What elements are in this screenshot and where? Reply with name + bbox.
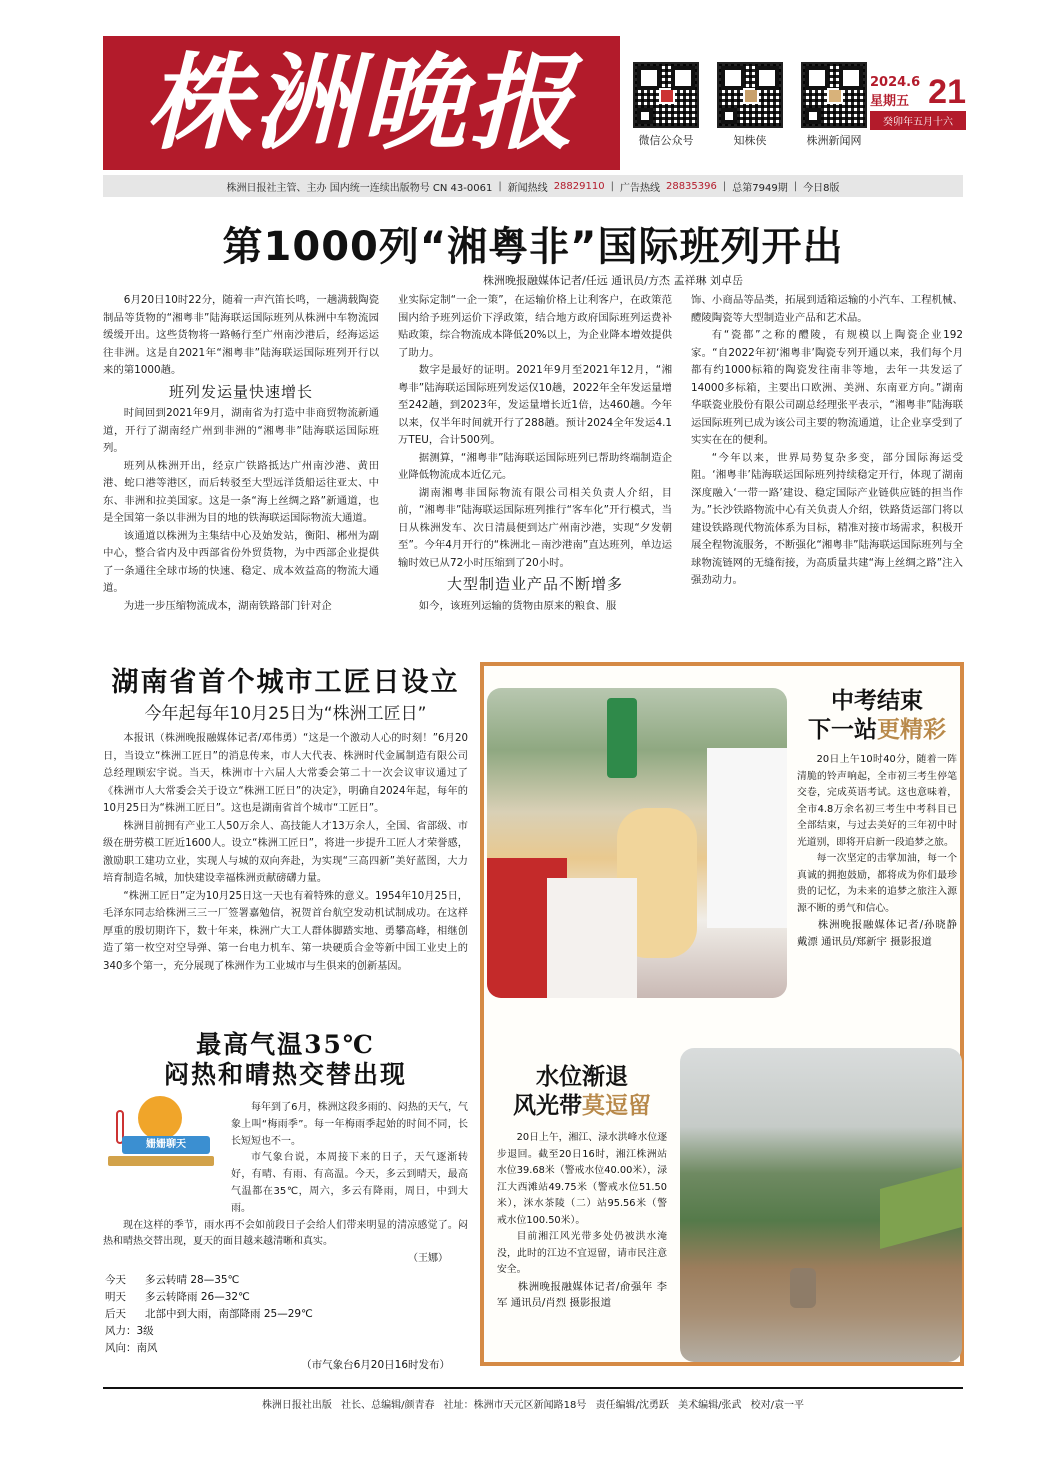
qr-wechat[interactable] xyxy=(626,62,706,148)
ad-hotline-label: 广告热线 xyxy=(619,182,660,194)
date-year-month: 2024.6 xyxy=(870,75,921,90)
person-crouching xyxy=(790,1268,816,1308)
exam-feature xyxy=(797,686,957,950)
paragraph: 时间回到2021年9月，湖南省为打造中非商贸物流新通道，开行了湖南经广州到非洲的“湘粤非”陆海联运国际班列。 xyxy=(103,407,379,454)
qr-codes xyxy=(626,62,874,148)
exam-title: 中考结束 下一站更精彩 xyxy=(808,687,946,743)
forecast-row: 风向：南风 xyxy=(105,1342,158,1354)
paragraph: 该通道以株洲为主集结中心及始发站，衡阳、郴州为副中心，整合省内及中西部省份外贸货物，为中西部企业提供了一条通往全球市场的快速、稳定、成本效益高的物流大通道。 xyxy=(103,529,379,594)
forecast-row: 明天 多云转降雨 26—32℃ xyxy=(105,1291,250,1303)
paragraph: 有“瓷都”之称的醴陵，有规模以上陶瓷企业192家。“自2022年初‘湘粤非’陶瓷专列开通以来，我们每个月都有约1000标箱的陶瓷发往南非等地，去年一共发运了14000多标箱，主要出口欧洲、美洲、东南亚方向。”湖南华联瓷业股份有限公司副总经理张平表示，“湘粤非”陆海联运国际班列已成为该公司主要的物流通道，让企业享受到了实实在在的便利。 xyxy=(691,329,963,446)
lunar-date: 癸卯年五月十六 xyxy=(870,111,966,130)
paragraph: 数字是最好的证明。2021年9月至2021年12月，“湘粤非”陆海联运国际班列发运仅10趟，2022年全年发运量增至242趟，到2023年，发运量增长近1倍，达460趟。今年以来，仅半年时间就开行了288趟。预计2024全年发运4.1万TEU，合计500列。 xyxy=(398,364,672,446)
paragraph: 市气象台说，本周接下来的日子，天气逐渐转好，有晴、有雨、有高温。今天，多云到晴天，最高气温都在35℃，周六，多云有降雨，周日，中到大雨。 xyxy=(231,1152,468,1214)
school-sign xyxy=(607,698,637,778)
lead-column-3 xyxy=(691,292,963,590)
paragraph: 湖南湘粤非国际物流有限公司相关负责人介绍，目前，“湘粤非”陆海联运国际班列推行“客车化”开行模式，当日从株洲发车、次日清晨便到达广州南沙港，实现“夕发朝至”。今年4月开行的“株洲北－南沙港南”直达班列，单边运输时效已从72小时压缩到了20小时。 xyxy=(398,486,672,569)
woman-white-top xyxy=(707,748,787,928)
newspaper-title: 株洲晚报 xyxy=(145,41,578,164)
forecast-table xyxy=(105,1272,465,1374)
paragraph: 据测算，“湘粤非”陆海联运国际班列已帮助终端制造企业降低物流成本近亿元。 xyxy=(398,451,672,481)
water-feature xyxy=(497,1062,667,1312)
paragraph: 如今，该班列运输的货物由原来的粮食、服 xyxy=(418,599,617,612)
white-jacket xyxy=(547,878,637,998)
news-hotline: 28829110 xyxy=(553,180,605,192)
ad-hotline: 28835396 xyxy=(665,180,717,192)
weather-logo-text: 姗姗聊天 xyxy=(122,1136,210,1154)
paragraph: 班列从株洲开出，经京广铁路抵达广州南沙港、黄田港、蛇口港等港区，而后转驳至大型远洋货船运往亚太、中东、非洲和拉美国家。这是一条“海上丝绸之路”新通道，也是全国第一条以非洲为目的地的铁海联运国际物流大通道。 xyxy=(103,459,379,524)
grass-bank xyxy=(880,1167,962,1249)
author: （王娜） xyxy=(408,1253,448,1265)
qr-label: 株洲新闻网 xyxy=(806,134,862,147)
weather-story xyxy=(103,1030,468,1090)
qr-label: 微信公众号 xyxy=(638,134,694,147)
date-weekday: 星期五 xyxy=(870,94,910,109)
qr-news-site[interactable] xyxy=(794,62,874,148)
qr-code-icon xyxy=(633,62,699,128)
paragraph: 株洲目前拥有产业工人50万余人、高技能人才13万余人，全国、省部级、市级在册劳模工匠近1600人。设立“株洲工匠日”，将进一步提升工匠人才荣誉感，激励职工建功立业，实现人与城的双向奔赴，为实现“三高四新”美好蓝图，大力培育制造名城，加快建设幸福株洲贡献磅礴力量。 xyxy=(103,820,468,884)
lead-headline: 第1000列“湘粤非”国际班列开出 xyxy=(222,224,844,270)
paragraph: 每一次坚定的击掌加油，每一个真诚的拥抱鼓励，都将成为你们最珍贵的记忆，为未来的追梦之旅注入源源不断的勇气和信心。 xyxy=(797,853,957,914)
paragraph: 20日上午10时40分，随着一阵清脆的铃声响起，全市初三考生停笔交卷，完成英语考试。这也意味着，全市4.8万余名初三考生中考科目已全部结束，与过去美好的三年初中时光道别，即将开启新一段追梦之旅。 xyxy=(797,754,957,848)
subhead: 班列发运量快速增长 xyxy=(168,382,313,401)
lead-byline: 株洲晚报融媒体记者/任远 通讯员/方杰 孟祥琳 刘卓岳 xyxy=(483,274,743,287)
paragraph: 为进一步压缩物流成本，湖南铁路部门针对企 xyxy=(123,599,332,612)
paragraph: 本报讯（株洲晚报融媒体记者/邓伟勇）“这是一个激动人心的时刻！”6月20日，当设立“株洲工匠日”的消息传来，市人大代表、株洲时代金属制造有限公司总经理顾宏宇说。当天，株洲市十六届人大常委会第二十一次会议审议通过了《株洲市人大常委会关于设立“株洲工匠日”的决定》，明确自2024年起，每年的10月25日为“株洲工匠日”。这也是湖南省首个城市“工匠日”。 xyxy=(103,733,468,814)
paragraph: 每年到了6月，株洲这段多雨的、闷热的天气，气象上叫“梅雨季”。每一年梅雨季起始的时间不同，长长短短也不一。 xyxy=(231,1102,468,1147)
forecast-source: （市气象台6月20日16时发布） xyxy=(301,1359,450,1371)
qr-zhizhuxia[interactable] xyxy=(710,62,790,148)
publisher-info: 株洲日报社主管、主办 国内统一连续出版物号 CN 43-0061 xyxy=(226,182,493,194)
paragraph: 6月20日10时22分，随着一声汽笛长鸣，一趟满载陶瓷制品等货物的“湘粤非”陆海联运国际班列从株洲中车物流园缓缓开出。这些货物将一路畅行至广州南沙港后，经海运运往非洲。这是自2021年“湘粤非”陆海联运国际班列开行以来的第1000趟。 xyxy=(103,294,379,376)
paragraph: “株洲工匠日”定为10月25日这一天也有着特殊的意义。1954年10月25日，毛泽东同志给株洲三三一厂签署嘉勉信，祝贺首台航空发动机试制成功。在这样厚重的殷切期许下，数十年来，株洲广大工人群体脚踏实地、勇攀高峰，相继创造了第一枚空对空导弹、第一台电力机车、第一块硬质合金等新中国工业史上的340多个第一，充分展现了株洲作为工业城市与生俱来的创新基因。 xyxy=(103,890,468,972)
craftsman-headline: 湖南省首个城市工匠日设立 xyxy=(111,667,460,698)
qr-code-icon xyxy=(801,62,867,128)
paragraph: 现在这样的季节，雨水再不会如前段日子会给人们带来明显的清凉感觉了。闷热和晴热交替出现，夏天的面目越来越清晰和真实。 xyxy=(103,1219,468,1248)
paragraph: 20日上午，湘江、渌水洪峰水位逐步退回。截至20日16时，湘江株洲站水位39.68米（警戒水位40.00米），渌江大西滩站49.75米（警戒水位51.50米），洣水茶陵（二）站95.56米（警戒水位100.50米）。 xyxy=(497,1132,667,1226)
exam-photo xyxy=(487,688,787,998)
news-hotline-label: 新闻热线 xyxy=(507,182,548,194)
craftsman-story xyxy=(103,660,468,975)
paragraph: 目前湘江风光带多处仍被洪水淹没，此时的江边不宜逗留，请市民注意安全。 xyxy=(497,1231,667,1275)
date-day: 21 xyxy=(928,73,966,111)
page-count: 今日8版 xyxy=(803,182,840,194)
issue-number: 总第7949期 xyxy=(732,182,788,194)
forecast-row: 后天 北部中到大雨，南部降雨 25—29℃ xyxy=(105,1308,313,1320)
paragraph: 饰、小商品等品类，拓展到适箱运输的小汽车、工程机械、醴陵陶瓷等大型制造业产品和艺术品。 xyxy=(691,294,963,324)
photo-credit: 株洲晚报融媒体记者/孙晓静 戴漂 通讯员/郑新宇 摄影报道 xyxy=(797,919,957,948)
forecast-row: 今天 多云转晴 28—35℃ xyxy=(105,1274,240,1286)
paragraph: “今年以来，世界局势复杂多变，部分国际海运受阻。‘湘粤非’陆海联运国际班列持续稳定开行，体现了湖南深度融入‘一带一路’建设、稳定国际产业链供应链的担当作为。”长沙铁路物流中心有关负责人介绍，铁路货运部门将以建设铁路现代物流体系为目标，精准对接市场需求，积极开展全程物流服务，不断强化“湘粤非”陆海联运国际班列与全球物流链网的无缝衔接，为高质量共建“海上丝绸之路”注入强劲动力。 xyxy=(691,451,963,586)
craftsman-subheadline: 今年起每年10月25日为“株洲工匠日” xyxy=(144,704,427,724)
weather-headline: 最高气温35℃ 闷热和晴热交替出现 xyxy=(163,1030,407,1089)
forecast-row: 风力：3级 xyxy=(105,1325,154,1337)
photo-credit: 株洲晚报融媒体记者/俞强年 李军 通讯员/肖烈 摄影报道 xyxy=(497,1280,667,1309)
paragraph: 业实际定制“一企一策”，在运输价格上让利客户，在政策范围内给予班列运价下浮政策，结合地方政府国际班列运费补贴政策，综合物流成本降低20%以上，为企业降本增效提供了助力。 xyxy=(398,294,672,359)
footer-divider xyxy=(103,1387,963,1389)
water-title: 水位渐退 风光带莫逗留 xyxy=(513,1063,651,1119)
river-photo xyxy=(680,1048,962,1362)
qr-label: 知株侠 xyxy=(733,134,767,147)
info-bar: 株洲日报社主管、主办 国内统一连续出版物号 CN 43-0061 | 新闻热线 28829110 | 广告热线 28835396 | 总第7949期 | 今日8版 xyxy=(103,175,963,197)
subhead: 大型制造业产品不断增多 xyxy=(446,575,623,593)
lead-column-2 xyxy=(398,292,672,615)
masthead xyxy=(103,36,620,170)
issue-date xyxy=(870,75,966,130)
weather-body xyxy=(103,1100,468,1268)
lead-column-1 xyxy=(103,292,379,615)
footer-credits: 株洲日报社出版 社长、总编辑/颜青春 社址：株洲市天元区新闻路18号 责任编辑/沈勇跃 美术编辑/张武 校对/袁一平 xyxy=(261,1400,805,1411)
qr-code-icon xyxy=(717,62,783,128)
